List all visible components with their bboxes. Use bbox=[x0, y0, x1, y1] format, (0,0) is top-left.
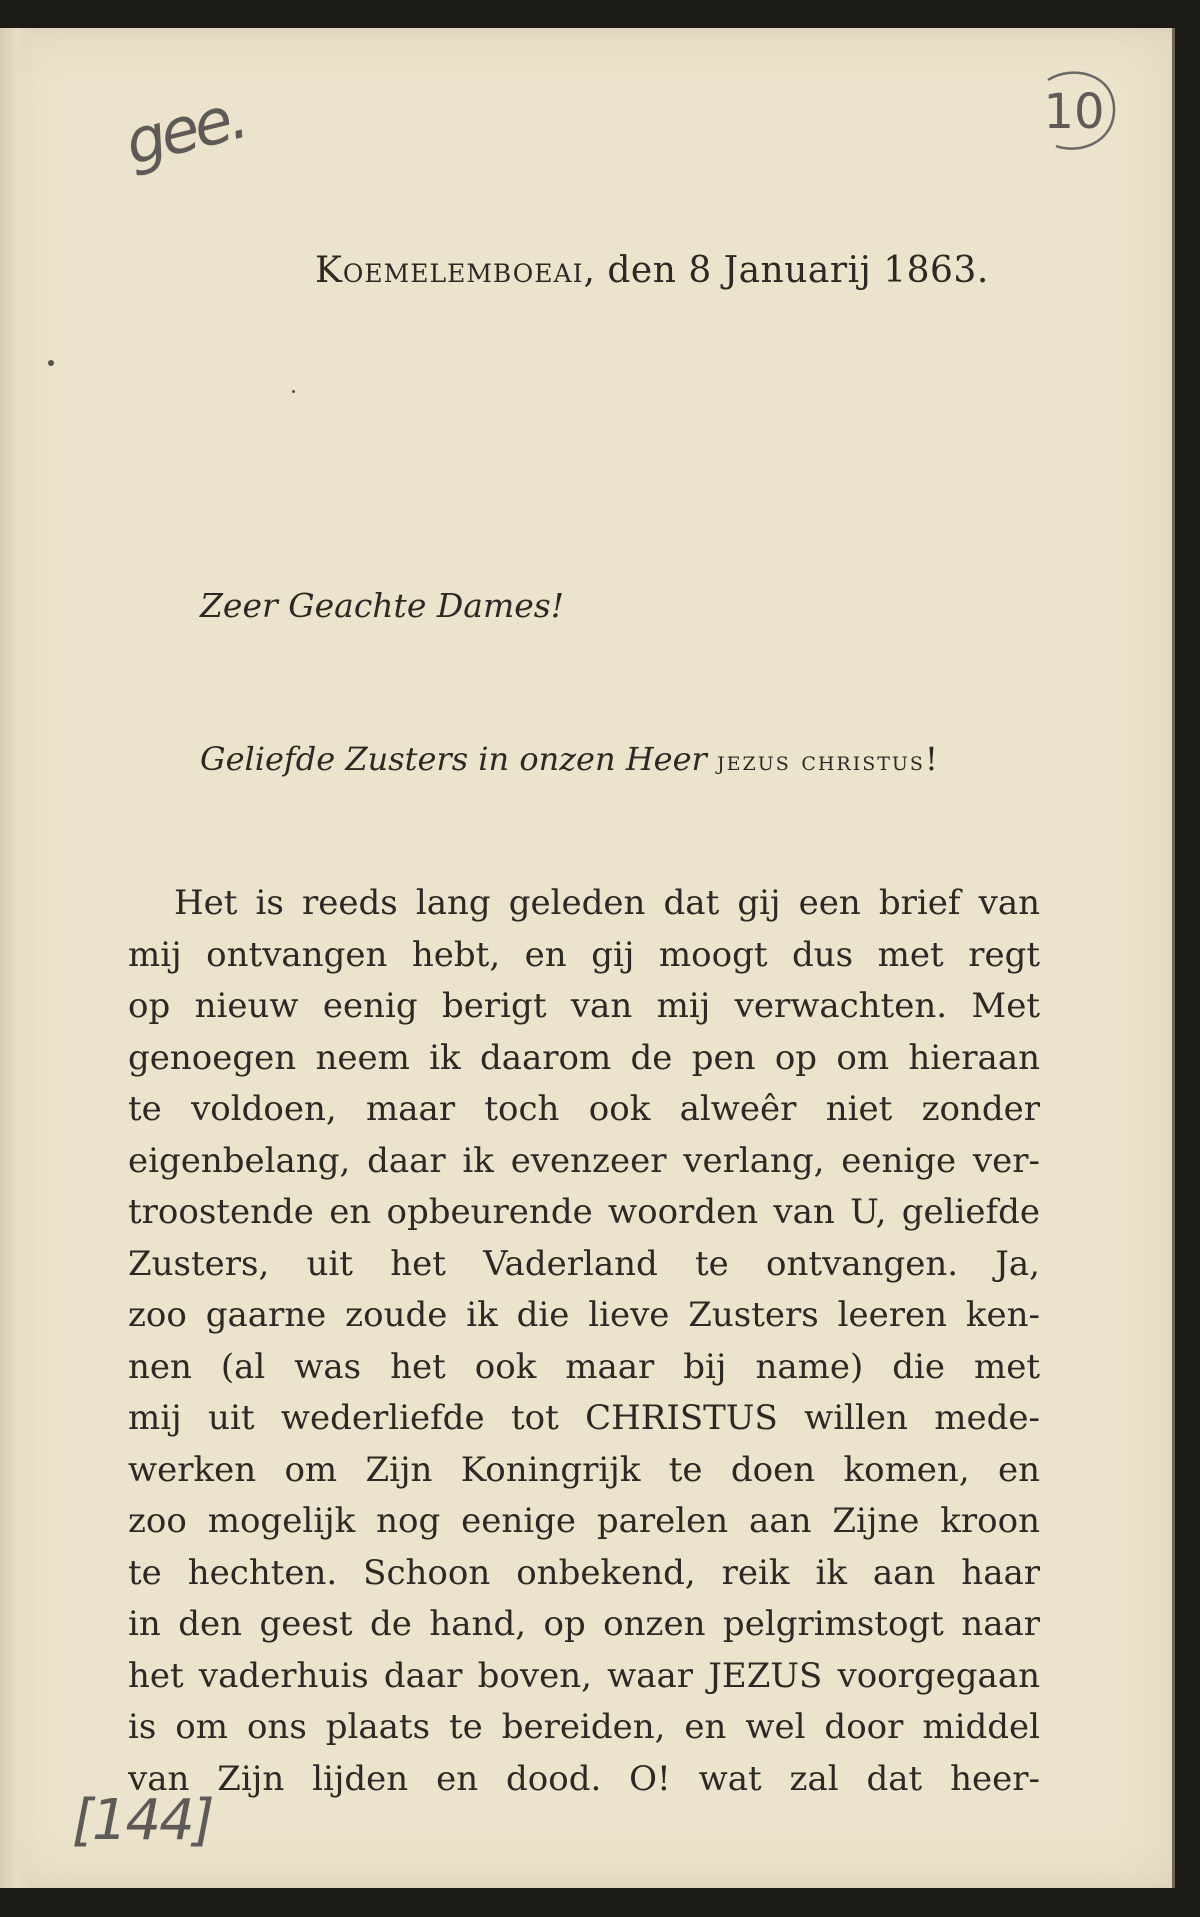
place-name: Koemelemboeai bbox=[315, 250, 584, 291]
handwritten-page-number bbox=[1028, 66, 1120, 158]
body-line: in den geest de hand, op onzen pelgrimstogt naar bbox=[128, 1604, 1040, 1644]
body-line: werken om Zijn Koningrijk te doen komen, en bbox=[128, 1449, 1040, 1490]
letter-page bbox=[0, 28, 1175, 1888]
paper-speck bbox=[48, 360, 54, 366]
circle-mark-icon bbox=[1028, 66, 1120, 158]
body-line: Zusters, uit het Vaderland te ontvangen. Ja, bbox=[128, 1243, 1040, 1284]
body-line: Het is reeds lang geleden dat gij een brief van bbox=[174, 883, 1040, 923]
body-line: van Zijn lijden en dood. O! wat zal dat heer- bbox=[128, 1758, 1040, 1799]
body-line: mij ontvangen hebt, en gij moogt dus met regt bbox=[128, 934, 1040, 975]
body-line: eigenbelang, daar ik evenzeer verlang, eenige ver- bbox=[128, 1140, 1040, 1181]
body-line: troostende en opbeurende woorden van U, geliefde bbox=[128, 1192, 1040, 1232]
body-line: nen (al was het ook maar bij name) die met bbox=[128, 1346, 1040, 1387]
body-line: is om ons plaats te bereiden, en wel door middel bbox=[128, 1707, 1040, 1747]
body-line: genoegen neem ik daarom de pen op om hieraan bbox=[128, 1037, 1040, 1078]
binding-edge bbox=[0, 28, 30, 1888]
body-line: het vaderhuis daar boven, waar JEZUS voorgegaan bbox=[128, 1655, 1040, 1696]
address-caps: jezus christus bbox=[717, 746, 925, 777]
body-line: zoo gaarne zoude ik die lieve Zusters leeren ken- bbox=[128, 1295, 1040, 1335]
page-number-text: 10 bbox=[1043, 84, 1105, 140]
address-line bbox=[200, 740, 938, 778]
handwritten-annotation-top: gee. bbox=[117, 79, 252, 180]
handwritten-annotation-bottom: [144] bbox=[72, 1788, 213, 1853]
dateline bbox=[315, 250, 989, 291]
paper-speck bbox=[292, 390, 295, 393]
address-end: ! bbox=[924, 740, 938, 778]
body-line: te hechten. Schoon onbekend, reik ik aan haar bbox=[128, 1552, 1040, 1593]
body-line: op nieuw eenig berigt van mij verwachten. Met bbox=[128, 986, 1040, 1026]
date-text: , den 8 Januarij 1863. bbox=[583, 250, 989, 291]
letter-body bbox=[128, 878, 1040, 1805]
salutation: Zeer Geachte Dames! bbox=[200, 586, 564, 625]
address-italic: Geliefde Zusters in onzen Heer bbox=[200, 740, 707, 778]
body-line: mij uit wederliefde tot CHRISTUS willen mede- bbox=[128, 1398, 1040, 1438]
body-line: te voldoen, maar toch ook alweêr niet zonder bbox=[128, 1089, 1040, 1129]
body-line: zoo mogelijk nog eenige parelen aan Zijne kroon bbox=[128, 1501, 1040, 1541]
